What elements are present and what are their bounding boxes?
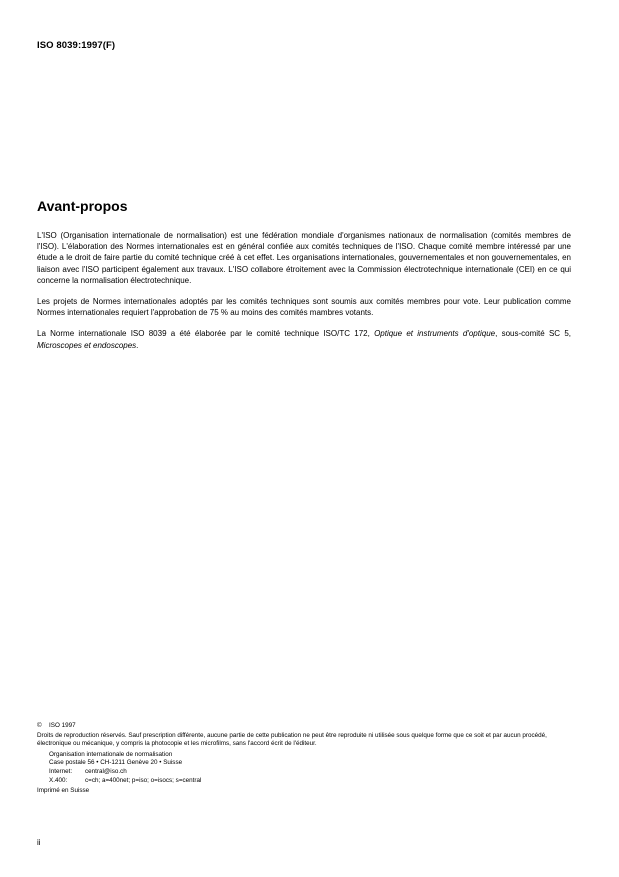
paragraph-3-italic-b: Microscopes et endoscopes	[37, 340, 137, 350]
internet-value: central@iso.ch	[85, 767, 127, 775]
rights-notice: Droits de reproduction réservés. Sauf prescription différente, aucune partie de cette publication ne peut être reproduite ni utilisée sous quelque forme que ce soit et par aucun procédé, électronique ou mécanique, y compris la photocopie et les microfilms, sans l'accord écrit de l'éditeur.	[37, 731, 547, 748]
publisher-address	[49, 751, 582, 785]
x400-row	[49, 777, 582, 786]
paragraph-3-italic-a: Optique et instruments d'optique	[374, 329, 496, 339]
page-number: ii	[37, 838, 41, 847]
paragraph-3-text-c: .	[136, 340, 139, 350]
copyright-symbol: ©	[37, 722, 42, 729]
x400-value: c=ch; a=400net; p=iso; o=isocs; s=central	[85, 776, 202, 784]
section-title: Avant-propos	[37, 198, 128, 214]
internet-row	[49, 768, 582, 777]
internet-label: Internet:	[49, 767, 73, 775]
org-name: Organisation internationale de normalisation	[49, 750, 173, 758]
document-id: ISO 8039:1997(F)	[37, 40, 116, 51]
paragraph-3-text-b: , sous-comité SC 5,	[495, 329, 571, 339]
copyright-block	[37, 722, 582, 796]
x400-label: X.400:	[49, 776, 68, 784]
paragraph-2: Les projets de Normes internationales adoptés par les comités techniques sont soumis aux comités membres pour vote. Leur publication comme Normes internationales requiert l'approbation de 75 % au moins des comités mambres votants.	[37, 297, 571, 318]
copyright-text: ISO 1997	[49, 722, 76, 729]
paragraph-3-text-a: La Norme internationale ISO 8039 a été élaborée par le comité technique ISO/TC 172,	[37, 329, 375, 339]
foreword-body	[37, 230, 571, 361]
printed-in: Imprimé en Suisse	[37, 787, 90, 795]
paragraph-1: L'ISO (Organisation internationale de normalisation) est une fédération mondiale d'organismes nationaux de normalisation (comités membres de l'ISO). L'élaboration des Normes internationales est en général confiée aux comités techniques de l'ISO. Chaque comité membre intéressé par une étude a le droit de faire partie du comité technique créé à cet effet. Les organisations internationales, gouvernementales et non gouvernementales, en liaison avec l'ISO participent également aux travaux. L'ISO collabore étroitement avec la Commission électrotechnique internationale (CEI) en ce qui concerne la normalisation électrotechnique.	[37, 231, 571, 285]
copyright-line	[37, 722, 582, 731]
paragraph-3	[37, 328, 571, 350]
postal-address: Case postale 56 • CH-1211 Genève 20 • Suisse	[49, 759, 183, 767]
